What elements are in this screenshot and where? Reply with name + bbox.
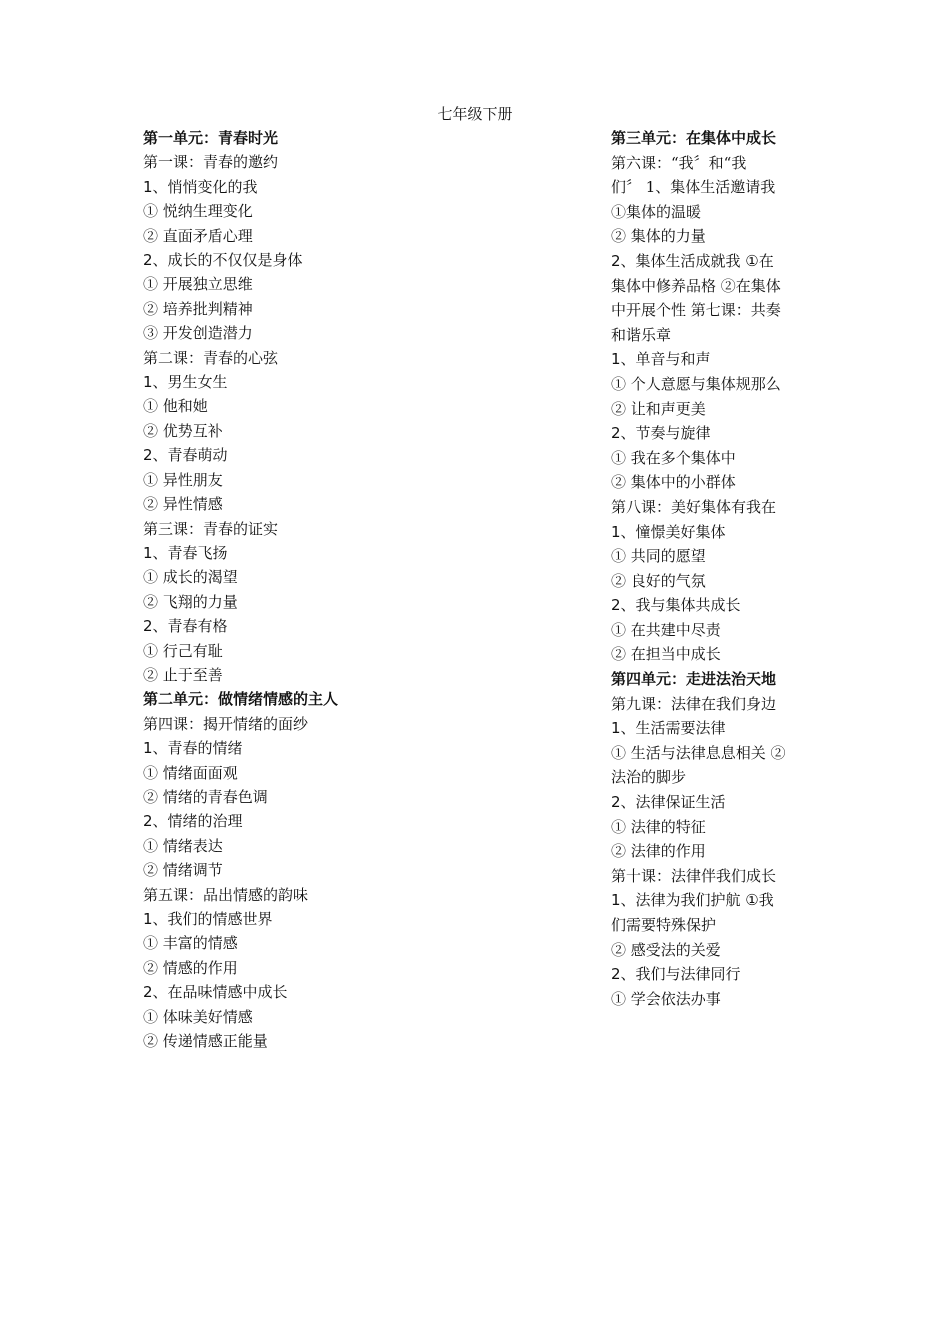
point-item: ② 优势互补: [143, 421, 223, 440]
subsection-heading: 1、生活需要法律: [611, 719, 726, 738]
point-item: ② 培养批判精神: [143, 299, 253, 318]
lesson-heading: 第六课：“我〞和“我: [611, 153, 747, 172]
point-item: ② 在担当中成长: [611, 645, 721, 664]
point-item: 们需要特殊保护: [611, 916, 717, 934]
lesson-heading: 第四课：揭开情绪的面纱: [143, 714, 309, 733]
subsection-heading: 2、成长的不仅仅是身体: [143, 251, 303, 270]
subsection-heading: 1、青春的情绪: [143, 739, 243, 758]
point-item: ① 情绪表达: [143, 836, 223, 855]
lesson-heading: 第二课：青春的心弦: [143, 348, 279, 367]
lesson-heading: 第一课：青春的邀约: [143, 153, 279, 172]
point-item: ② 感受法的关爱: [611, 940, 721, 959]
subsection-heading: 2、集体生活成就我 ①在: [611, 251, 774, 270]
point-item: ② 情绪的青春色调: [143, 787, 268, 806]
left-column: [143, 126, 443, 1053]
unit-heading: 第一单元：青春时光: [143, 129, 279, 147]
unit-heading: 第三单元：在集体中成长: [611, 129, 777, 147]
point-item: ② 情感的作用: [143, 958, 238, 977]
point-item: ② 法律的作用: [611, 842, 706, 861]
point-item: ① 他和她: [143, 397, 208, 416]
point-item: ① 共同的愿望: [611, 547, 706, 566]
subsection-heading: 1、我们的情感世界: [143, 910, 273, 928]
unit-heading: 第四单元：走进法治天地: [611, 670, 777, 689]
subsection-heading: 1、单音与和声: [611, 350, 711, 369]
point-item: ① 生活与法律息息相关 ②: [611, 743, 786, 762]
subsection-heading: 2、我们与法律同行: [611, 965, 741, 984]
subsection-heading: 1、憧憬美好集体: [611, 522, 726, 541]
point-item: 集体中修养品格 ②在集体: [611, 276, 781, 295]
point-item: ① 体味美好情感: [143, 1007, 253, 1026]
point-item: ① 个人意愿与集体规那么: [611, 374, 781, 393]
point-item: ② 情绪调节: [143, 861, 223, 880]
subsection-heading: 2、我与集体共成长: [611, 596, 741, 615]
right-column: [611, 126, 803, 1011]
point-item: ② 直面矛盾心理: [143, 226, 253, 245]
point-item: ① 行己有耻: [143, 641, 223, 660]
point-item: ① 我在多个集体中: [611, 448, 736, 467]
point-item: 中开展个性 第七课：共奏: [611, 301, 781, 320]
point-item: ② 集体的力量: [611, 227, 706, 246]
subsection-heading: 2、情绪的治理: [143, 812, 243, 831]
subsection-heading: 2、在品味情感中成长: [143, 983, 288, 1002]
point-item: ② 传递情感正能量: [143, 1032, 268, 1051]
point-item: ① 悦纳生理变化: [143, 202, 253, 221]
point-item: ② 良好的气氛: [611, 571, 706, 590]
subsection-heading: 1、法律为我们护航 ①我: [611, 891, 774, 910]
subsection-heading: 2、法律保证生活: [611, 793, 726, 812]
lesson-heading: 第九课：法律在我们身边: [611, 694, 777, 713]
subsection-heading: 1、男生女生: [143, 373, 228, 392]
subsection-heading: 1、悄悄变化的我: [143, 177, 258, 196]
point-item: ③ 开发创造潜力: [143, 324, 253, 343]
unit-heading: 第二单元：做情绪情感的主人: [143, 690, 339, 709]
point-item: ② 让和声更美: [611, 399, 706, 418]
point-item: ①集体的温暖: [611, 202, 702, 221]
lesson-heading: 第五课：品出情感的韵味: [143, 885, 309, 904]
point-item: ① 法律的特征: [611, 817, 706, 836]
subsection-heading: 2、青春萌动: [143, 446, 228, 465]
point-item: ② 止于至善: [143, 665, 223, 684]
point-item: ① 丰富的情感: [143, 934, 238, 953]
lesson-heading: 第八课：美好集体有我在: [611, 497, 777, 516]
subsection-heading: 2、青春有格: [143, 617, 228, 636]
lesson-heading: 第三课：青春的证实: [143, 519, 279, 538]
point-item: ① 成长的渴望: [143, 568, 238, 587]
point-item: ① 开展独立思维: [143, 275, 253, 294]
point-item: ② 异性情感: [143, 495, 223, 514]
subsection-heading: 2、节奏与旋律: [611, 424, 711, 443]
point-item: ① 异性朋友: [143, 470, 223, 489]
lesson-heading: 第十课：法律伴我们成长: [611, 866, 777, 885]
point-item: ② 飞翔的力量: [143, 592, 238, 611]
point-item: ① 学会依法办事: [611, 989, 721, 1008]
point-item: 法治的脚步: [611, 768, 687, 787]
subsection-heading: 1、青春飞扬: [143, 543, 228, 562]
lesson-heading-continued: 们〞 1、集体生活邀请我: [611, 178, 776, 197]
lesson-heading-continued: 和谐乐章: [611, 325, 672, 344]
point-item: ① 情绪面面观: [143, 763, 238, 782]
point-item: ② 集体中的小群体: [611, 473, 736, 492]
point-item: ① 在共建中尽责: [611, 620, 721, 639]
page-title: 七年级下册: [437, 105, 513, 123]
